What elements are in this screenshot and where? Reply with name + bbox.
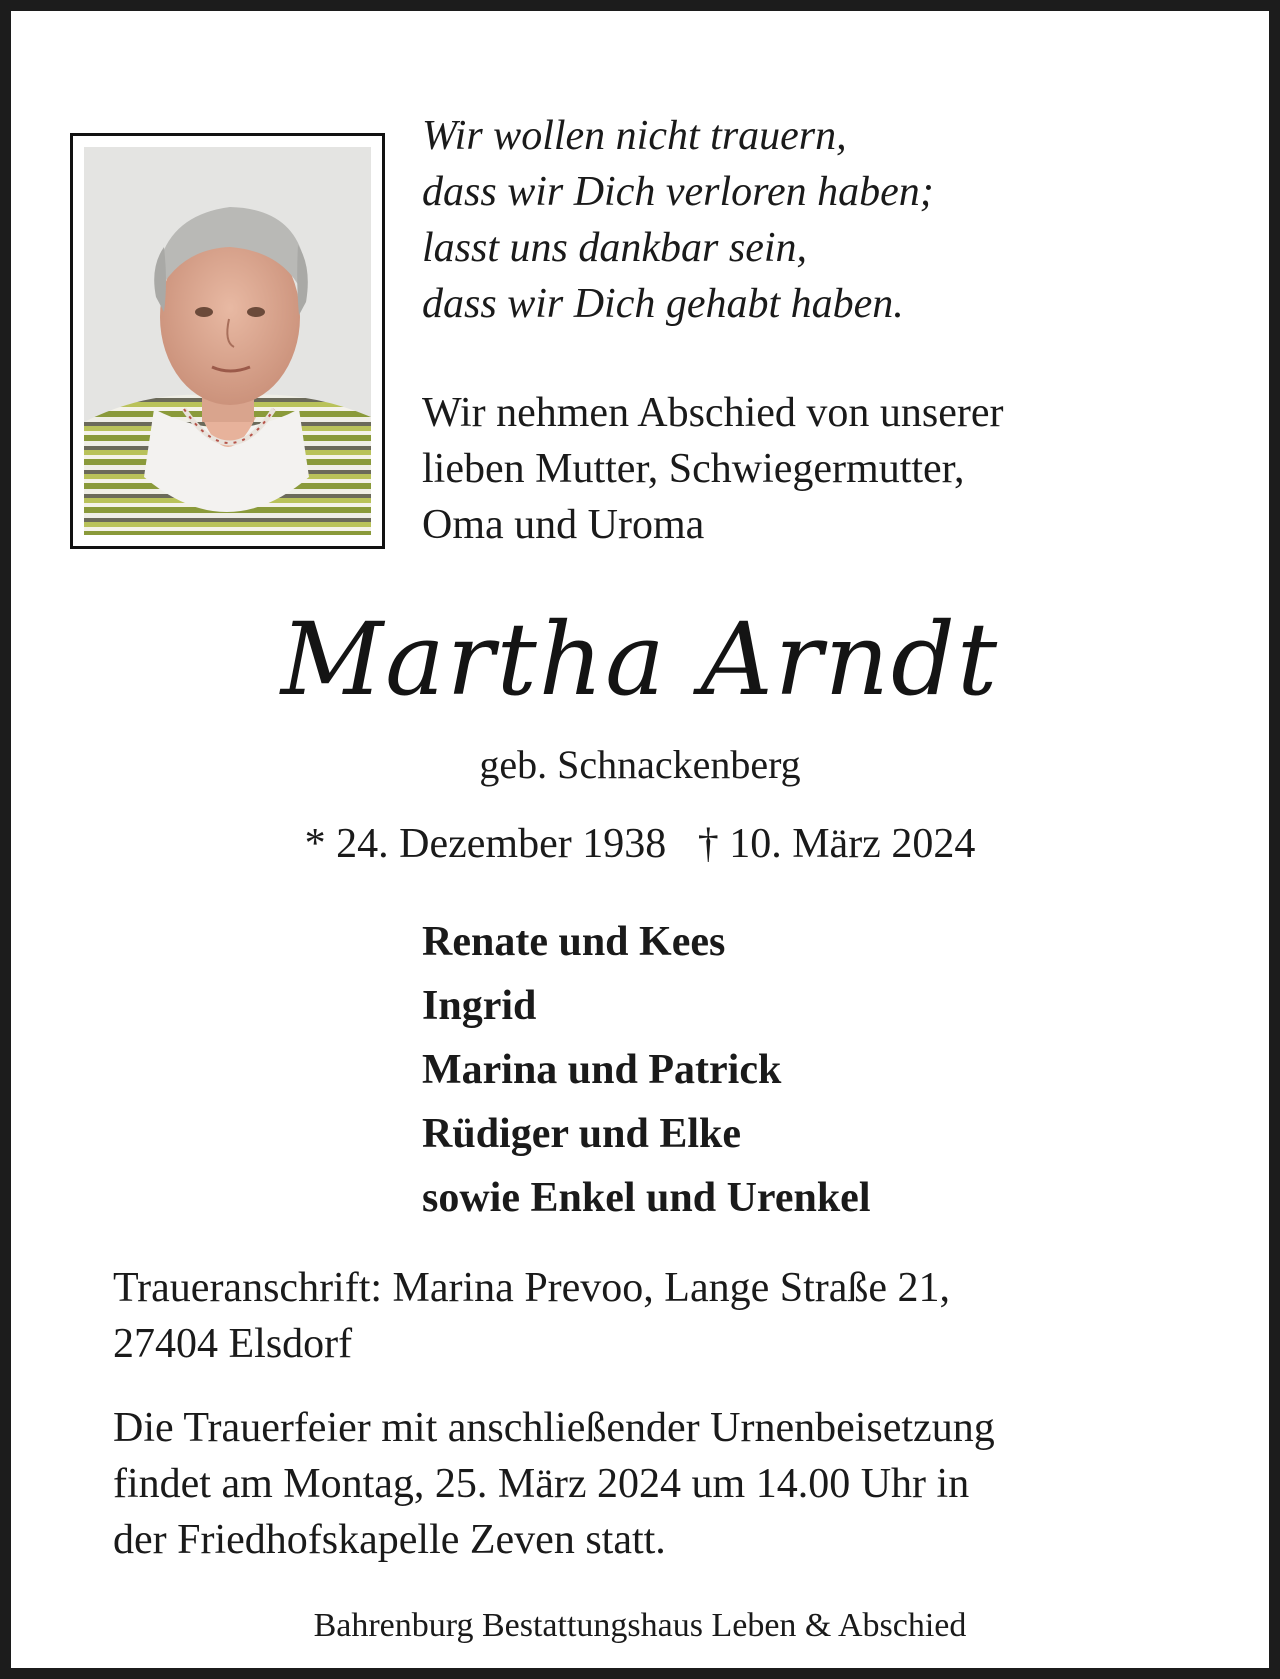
funeral-home: Bahrenburg Bestattungshaus Leben & Abschied: [313, 1607, 967, 1644]
poem-line: Wir wollen nicht trauern,: [422, 113, 847, 159]
life-dates: * 24. Dezember 1938 † 10. März 2024: [304, 821, 976, 867]
memorial-poem: [422, 108, 934, 332]
portrait-frame: [70, 133, 385, 549]
mourner-entry: Ingrid: [422, 983, 537, 1029]
address-line: 27404 Elsdorf: [113, 1321, 353, 1367]
mourner-entry: Rüdiger und Elke: [422, 1111, 741, 1157]
service-line: der Friedhofskapelle Zeven statt.: [113, 1517, 666, 1563]
mourning-address: [113, 1260, 950, 1372]
poem-line: lasst uns dankbar sein,: [422, 225, 808, 271]
mourner-entry: Renate und Kees: [422, 919, 726, 965]
service-line: findet am Montag, 25. März 2024 um 14.00 Uhr in: [113, 1461, 970, 1507]
address-line: Traueranschrift: Marina Prevoo, Lange Straße 21,: [113, 1265, 951, 1311]
mourners-list: [422, 910, 871, 1230]
farewell-line: Wir nehmen Abschied von unserer: [422, 390, 1004, 436]
mourner-entry: sowie Enkel und Urenkel: [422, 1175, 871, 1221]
service-notice: [113, 1400, 995, 1568]
poem-line: dass wir Dich verloren haben;: [422, 169, 934, 215]
poem-line: dass wir Dich gehabt haben.: [422, 281, 904, 327]
service-line: Die Trauerfeier mit anschließender Urnenbeisetzung: [113, 1405, 995, 1451]
maiden-name: geb. Schnackenberg: [479, 742, 801, 787]
farewell-line: Oma und Uroma: [422, 502, 705, 548]
mourner-entry: Marina und Patrick: [422, 1047, 782, 1093]
portrait-photo: [84, 147, 371, 535]
farewell-line: lieben Mutter, Schwiegermutter,: [422, 446, 965, 492]
farewell-text: [422, 385, 1003, 553]
deceased-name: Martha Arndt: [280, 601, 1000, 718]
